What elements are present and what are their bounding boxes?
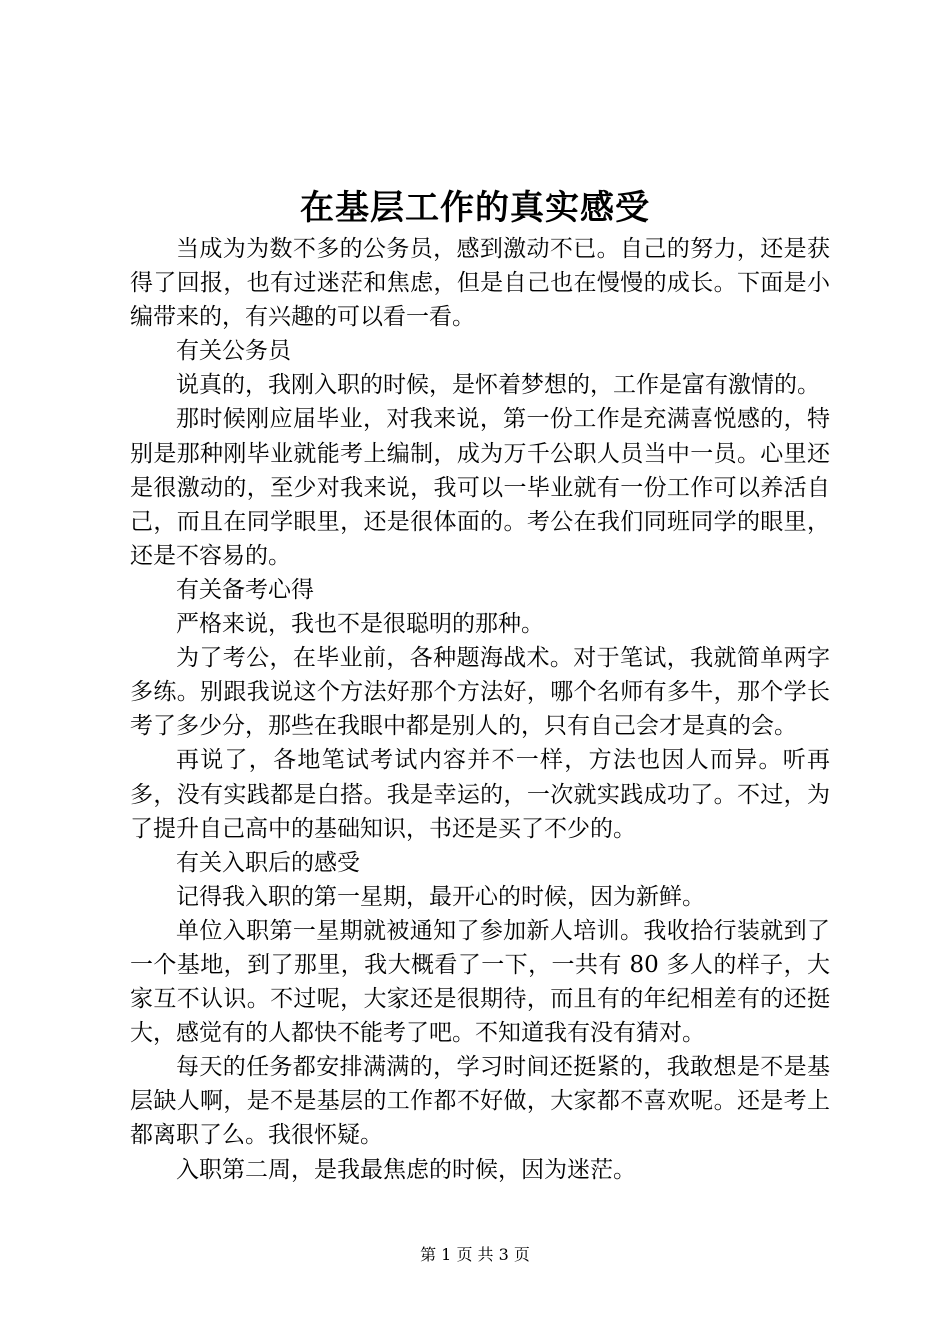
section-heading: 有关备考心得 xyxy=(176,576,314,603)
document-body xyxy=(130,232,830,1187)
paragraph: 当成为为数不多的公务员，感到激动不已。自己的努力，还是获得了回报，也有过迷茫和焦虑，但是自己也在慢慢的成长。下面是小编带来的，有兴趣的可以看一看。 xyxy=(130,236,830,331)
paragraph: 那时候刚应届毕业，对我来说，第一份工作是充满喜悦感的，特别是那种刚毕业就能考上编制，成为万千公职人员当中一员。心里还是很激动的，至少对我来说，我可以一毕业就有一份工作可以养活自己，而且在同学眼里，还是很体面的。考公在我们同班同学的眼里，还是不容易的。 xyxy=(130,406,830,569)
section-heading: 有关公务员 xyxy=(176,338,291,365)
paragraph: 严格来说，我也不是很聪明的那种。 xyxy=(176,611,544,638)
document-title: 在基层工作的真实感受 xyxy=(300,188,650,228)
paragraph: 为了考公，在毕业前，各种题海战术。对于笔试，我就简单两字多练。别跟我说这个方法好那个方法好，哪个名师有多牛，那个学长考了多少分，那些在我眼中都是别人的，只有自己会才是真的会。 xyxy=(130,645,830,740)
paragraph: 说真的，我刚入职的时候，是怀着梦想的，工作是富有激情的。 xyxy=(176,372,820,399)
section-heading: 有关入职后的感受 xyxy=(176,849,360,876)
paragraph: 单位入职第一星期就被通知了参加新人培训。我收拾行装就到了一个基地，到了那里，我大概看了一下，一共有 80 多人的样子，大家互不认识。不过呢，大家还是很期待，而且有的年纪相差有的还挺大，感觉有的人都快不能考了吧。不知道我有没有猜对。 xyxy=(130,917,830,1047)
paragraph: 记得我入职的第一星期，最开心的时候，因为新鲜。 xyxy=(176,883,705,910)
paragraph: 每天的任务都安排满满的，学习时间还挺紧的，我敢想是不是基层缺人啊，是不是基层的工作都不好做，大家都不喜欢呢。还是考上都离职了么。我很怀疑。 xyxy=(130,1054,830,1149)
paragraph: 再说了，各地笔试考试内容并不一样，方法也因人而异。听再多，没有实践都是白搭。我是幸运的，一次就实践成功了。不过，为了提升自己高中的基础知识，书还是买了不少的。 xyxy=(130,747,830,842)
page-footer: 第 1 页 共 3 页 xyxy=(420,1245,530,1264)
paragraph: 入职第二周，是我最焦虑的时候，因为迷茫。 xyxy=(176,1156,636,1183)
